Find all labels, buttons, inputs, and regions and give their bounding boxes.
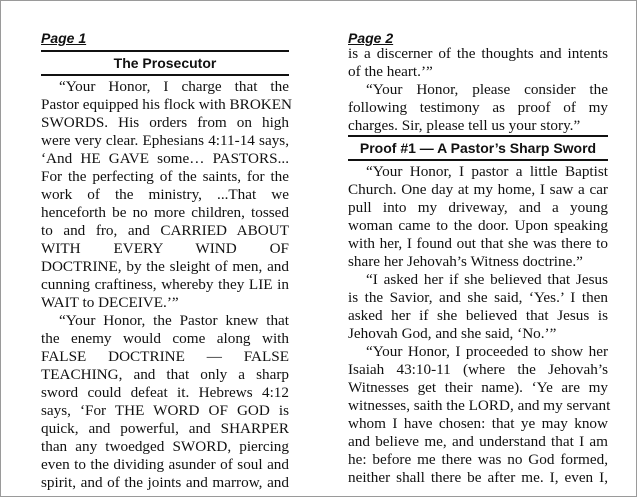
text-line: “Your Honor, the Pastor knew that bbox=[59, 312, 289, 329]
text-line: “Your Honor, please consider the bbox=[366, 81, 608, 98]
text-line: to and fro, and CARRIED ABOUT bbox=[41, 222, 289, 239]
heading-top-rule bbox=[348, 135, 608, 137]
heading-bottom-rule bbox=[41, 74, 289, 76]
text-line: sword could defeat it. Hebrews 4:12 bbox=[41, 384, 289, 401]
text-line: whom I have chosen: that ye may know bbox=[348, 415, 608, 432]
text-line: “Your Honor, I proceeded to show her bbox=[366, 343, 608, 360]
section-heading: Proof #1 — A Pastor’s Sharp Sword bbox=[359, 140, 597, 156]
text-line: the enemy would come along with bbox=[41, 330, 289, 347]
text-line: For the perfecting of the saints, for the bbox=[41, 168, 289, 185]
text-line: following testimony as proof of my bbox=[348, 99, 608, 116]
text-line: says, ‘For THE WORD OF GOD is bbox=[41, 402, 289, 419]
text-line: TEACHING, and that only a sharp bbox=[41, 366, 289, 383]
text-line: he: before me there was no God formed, bbox=[348, 451, 608, 468]
text-line: and believe me, and understand that I am bbox=[348, 433, 608, 450]
text-line: SWORDS. His orders from on high bbox=[41, 114, 289, 131]
text-line: henceforth be no more children, tossed bbox=[41, 204, 289, 221]
text-line: woman came to the door. Upon speaking bbox=[348, 217, 608, 234]
heading-top-rule bbox=[41, 50, 289, 52]
page-label: Page 2 bbox=[348, 30, 394, 46]
text-line: pull into my driveway, and a young bbox=[348, 199, 608, 216]
text-line: ‘And HE GAVE some… PASTORS... bbox=[41, 150, 289, 167]
text-line: Church. One day at my home, I saw a car bbox=[348, 181, 608, 198]
text-line: work of the ministry, ...That we bbox=[41, 186, 289, 203]
text-line: FALSE DOCTRINE — FALSE bbox=[41, 348, 289, 365]
text-line: Isaiah 43:10-11 (where the Jehovah’s bbox=[348, 361, 608, 378]
text-line: witnesses, saith the LORD, and my servant bbox=[348, 397, 611, 414]
text-line: were very clear. Ephesians 4:11-14 says, bbox=[41, 132, 289, 149]
text-line: of the heart.’” bbox=[348, 63, 433, 80]
text-line: asked her if she believed that Jesus is bbox=[348, 307, 608, 324]
section-heading: The Prosecutor bbox=[113, 55, 217, 71]
text-line: quick, and powerful, and SHARPER bbox=[41, 420, 289, 437]
text-line: is a discerner of the thoughts and intents bbox=[348, 45, 608, 62]
text-line: charges. Sir, please tell us your story.” bbox=[348, 117, 581, 134]
text-line: “I asked her if she believed that Jesus bbox=[366, 271, 608, 288]
text-line: DOCTRINE, by the sleight of men, and bbox=[41, 258, 289, 275]
text-line: even to the dividing asunder of soul and bbox=[41, 456, 289, 473]
text-line: WITH EVERY WIND OF bbox=[41, 240, 289, 257]
text-line: “Your Honor, I pastor a little Baptist bbox=[366, 163, 608, 180]
text-line: share her Jehovah’s Witness doctrine.” bbox=[348, 253, 583, 270]
text-line: cunning craftiness, whereby they LIE in bbox=[41, 276, 289, 293]
text-line: “Your Honor, I charge that the bbox=[59, 78, 289, 95]
text-line: Witnesses get their name). ‘Ye are my bbox=[348, 379, 608, 396]
text-line: is the Savior, and she said, ‘Yes.’ I then bbox=[348, 289, 608, 306]
page-label: Page 1 bbox=[41, 30, 87, 46]
text-line: with her, I found out that she was there to bbox=[348, 235, 608, 252]
text-line: Pastor equipped his flock with BROKEN bbox=[41, 96, 292, 113]
text-line: than any twoedged SWORD, piercing bbox=[41, 438, 289, 455]
text-line: neither shall there be after me. I, even I, bbox=[348, 469, 608, 486]
heading-bottom-rule bbox=[348, 159, 608, 161]
text-line: WAIT to DECEIVE.’” bbox=[41, 294, 179, 311]
text-line: Jehovah God, and she said, ‘No.’” bbox=[348, 325, 557, 342]
text-line: spirit, and of the joints and marrow, and bbox=[41, 474, 289, 491]
